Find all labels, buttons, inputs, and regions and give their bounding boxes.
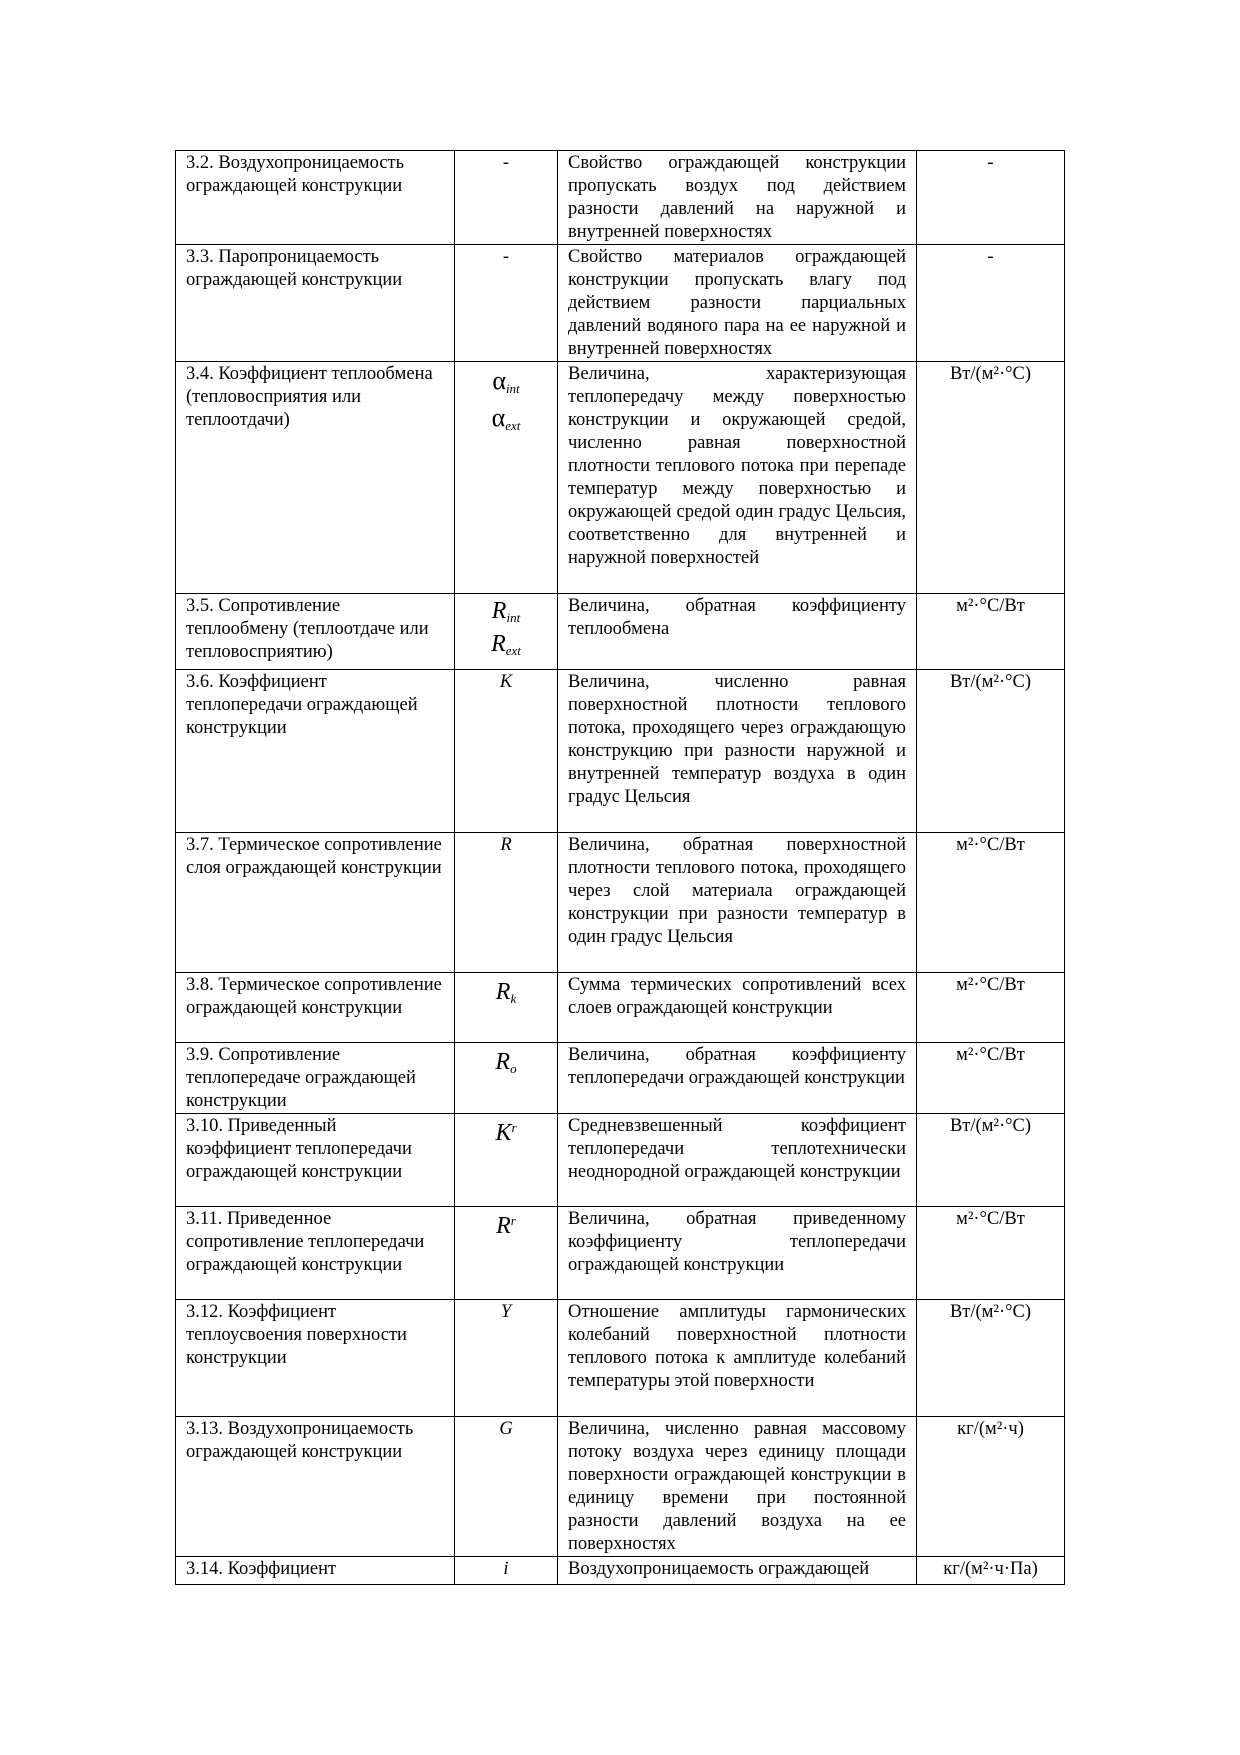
term-cell: 3.14. Коэффициент (176, 1557, 455, 1585)
unit-cell: - (917, 151, 1065, 245)
unit-cell: м²·°С/Вт (917, 1043, 1065, 1114)
table-row (176, 362, 1065, 594)
definition-cell: Свойство материалов ограждающей конструкции пропускать влагу под действием разности парциальных давлений водяного пара на ее наружной и внутренней поверхностях (558, 245, 917, 362)
definition-cell: Величина, обратная поверхностной плотности теплового потока, проходящего через слой материала ограждающей конструкции при разности температур в один градус Цельсия (558, 833, 917, 973)
unit-cell: м²·°С/Вт (917, 1207, 1065, 1300)
symbol-alpha-ext: $\alpha_{ext}$ (491, 403, 521, 433)
term-cell: 3.4. Коэффициент теплообмена (тепловосприятия или теплоотдачи) (176, 362, 455, 594)
table-row (176, 973, 1065, 1043)
term-cell: 3.8. Термическое сопротивление ограждающей конструкции (176, 973, 455, 1043)
unit-cell: Вт/(м²·°С) (917, 362, 1065, 594)
term-cell: 3.5. Сопротивление теплообмену (теплоотдаче или тепловосприятию) (176, 594, 455, 670)
symbol-k-r: $K^r$ (495, 1120, 517, 1146)
term-cell: 3.6. Коэффициент теплопередачи ограждающей конструкции (176, 670, 455, 833)
definition-cell: Величина, обратная коэффициенту теплопередачи ограждающей конструкции (558, 1043, 917, 1114)
symbol-cell (455, 973, 558, 1043)
symbol-cell: i (455, 1557, 558, 1585)
unit-cell: кг/(м²·ч) (917, 1417, 1065, 1557)
table-row (176, 151, 1065, 245)
symbol-cell: - (455, 245, 558, 362)
symbol-cell (455, 1043, 558, 1114)
symbol-cell: K (455, 670, 558, 833)
symbol-cell: R (455, 833, 558, 973)
symbol-cell (455, 594, 558, 670)
unit-cell: м²·°С/Вт (917, 594, 1065, 670)
unit-cell: м²·°С/Вт (917, 833, 1065, 973)
table-row (176, 1207, 1065, 1300)
table-row (176, 1114, 1065, 1207)
symbol-r-r: $R^r$ (496, 1213, 516, 1239)
table-row (176, 833, 1065, 973)
unit-cell: Вт/(м²·°С) (917, 1300, 1065, 1417)
table-row (176, 594, 1065, 670)
definition-cell: Величина, обратная приведенному коэффициенту теплопередачи ограждающей конструкции (558, 1207, 917, 1300)
term-cell: 3.9. Сопротивление теплопередаче ограждающей конструкции (176, 1043, 455, 1114)
table-row (176, 1300, 1065, 1417)
symbol-cell (455, 362, 558, 594)
symbol-cell (455, 1207, 558, 1300)
symbol-cell: Y (455, 1300, 558, 1417)
term-cell: 3.10. Приведенный коэффициент теплопередачи ограждающей конструкции (176, 1114, 455, 1207)
term-cell: 3.12. Коэффициент теплоусвоения поверхности конструкции (176, 1300, 455, 1417)
definition-cell: Величина, обратная коэффициенту теплообмена (558, 594, 917, 670)
symbol-cell: G (455, 1417, 558, 1557)
table-row (176, 670, 1065, 833)
unit-cell: Вт/(м²·°С) (917, 670, 1065, 833)
definition-cell: Величина, численно равная поверхностной плотности теплового потока, проходящего через ограждающую конструкцию при разности наружной и внутренней температур воздуха в один градус Цельсия (558, 670, 917, 833)
unit-cell: м²·°С/Вт (917, 973, 1065, 1043)
unit-cell: Вт/(м²·°С) (917, 1114, 1065, 1207)
definition-cell: Сумма термических сопротивлений всех слоев ограждающей конструкции (558, 973, 917, 1043)
definition-cell: Средневзвешенный коэффициент теплопередачи теплотехнически неоднородной ограждающей конструкции (558, 1114, 917, 1207)
unit-cell: кг/(м²·ч·Па) (917, 1557, 1065, 1585)
symbol-alpha-int: $\alpha_{int}$ (492, 366, 520, 396)
symbol-r-k: $R_k$ (495, 979, 517, 1006)
term-cell: 3.2. Воздухопроницаемость ограждающей конструкции (176, 151, 455, 245)
symbol-r-int: $R_{int}$ (491, 598, 521, 625)
term-cell: 3.3. Паропроницаемость ограждающей конструкции (176, 245, 455, 362)
symbol-cell: - (455, 151, 558, 245)
unit-cell: - (917, 245, 1065, 362)
term-cell: 3.13. Воздухопроницаемость ограждающей конструкции (176, 1417, 455, 1557)
term-cell: 3.7. Термическое сопротивление слоя ограждающей конструкции (176, 833, 455, 973)
symbol-r-o: $R_o$ (495, 1049, 517, 1076)
terms-table (175, 150, 1065, 1585)
definition-cell: Свойство ограждающей конструкции пропускать воздух под действием разности давлений на наружной и внутренней поверхностях (558, 151, 917, 245)
table-row (176, 1417, 1065, 1557)
table-row (176, 1557, 1065, 1585)
definition-cell: Воздухопроницаемость ограждающей (558, 1557, 917, 1585)
term-cell: 3.11. Приведенное сопротивление теплопередачи ограждающей конструкции (176, 1207, 455, 1300)
definition-cell: Величина, численно равная массовому потоку воздуха через единицу площади поверхности ограждающей конструкции в единицу времени при постоянной разности давлений воздуха на ее поверхностях (558, 1417, 917, 1557)
symbol-r-ext: $R_{ext}$ (491, 631, 521, 658)
symbol-cell (455, 1114, 558, 1207)
definition-cell: Величина, характеризующая теплопередачу между поверхностью конструкции и окружающей средой, численно равная поверхностной плотности теплового потока при перепаде температур между поверхностью и окружающей средой один градус Цельсия, соответственно для внутренней и наружной поверхностей (558, 362, 917, 594)
table-row (176, 245, 1065, 362)
table-row (176, 1043, 1065, 1114)
definition-cell: Отношение амплитуды гармонических колебаний поверхностной плотности теплового потока к амплитуде колебаний температуры этой поверхности (558, 1300, 917, 1417)
